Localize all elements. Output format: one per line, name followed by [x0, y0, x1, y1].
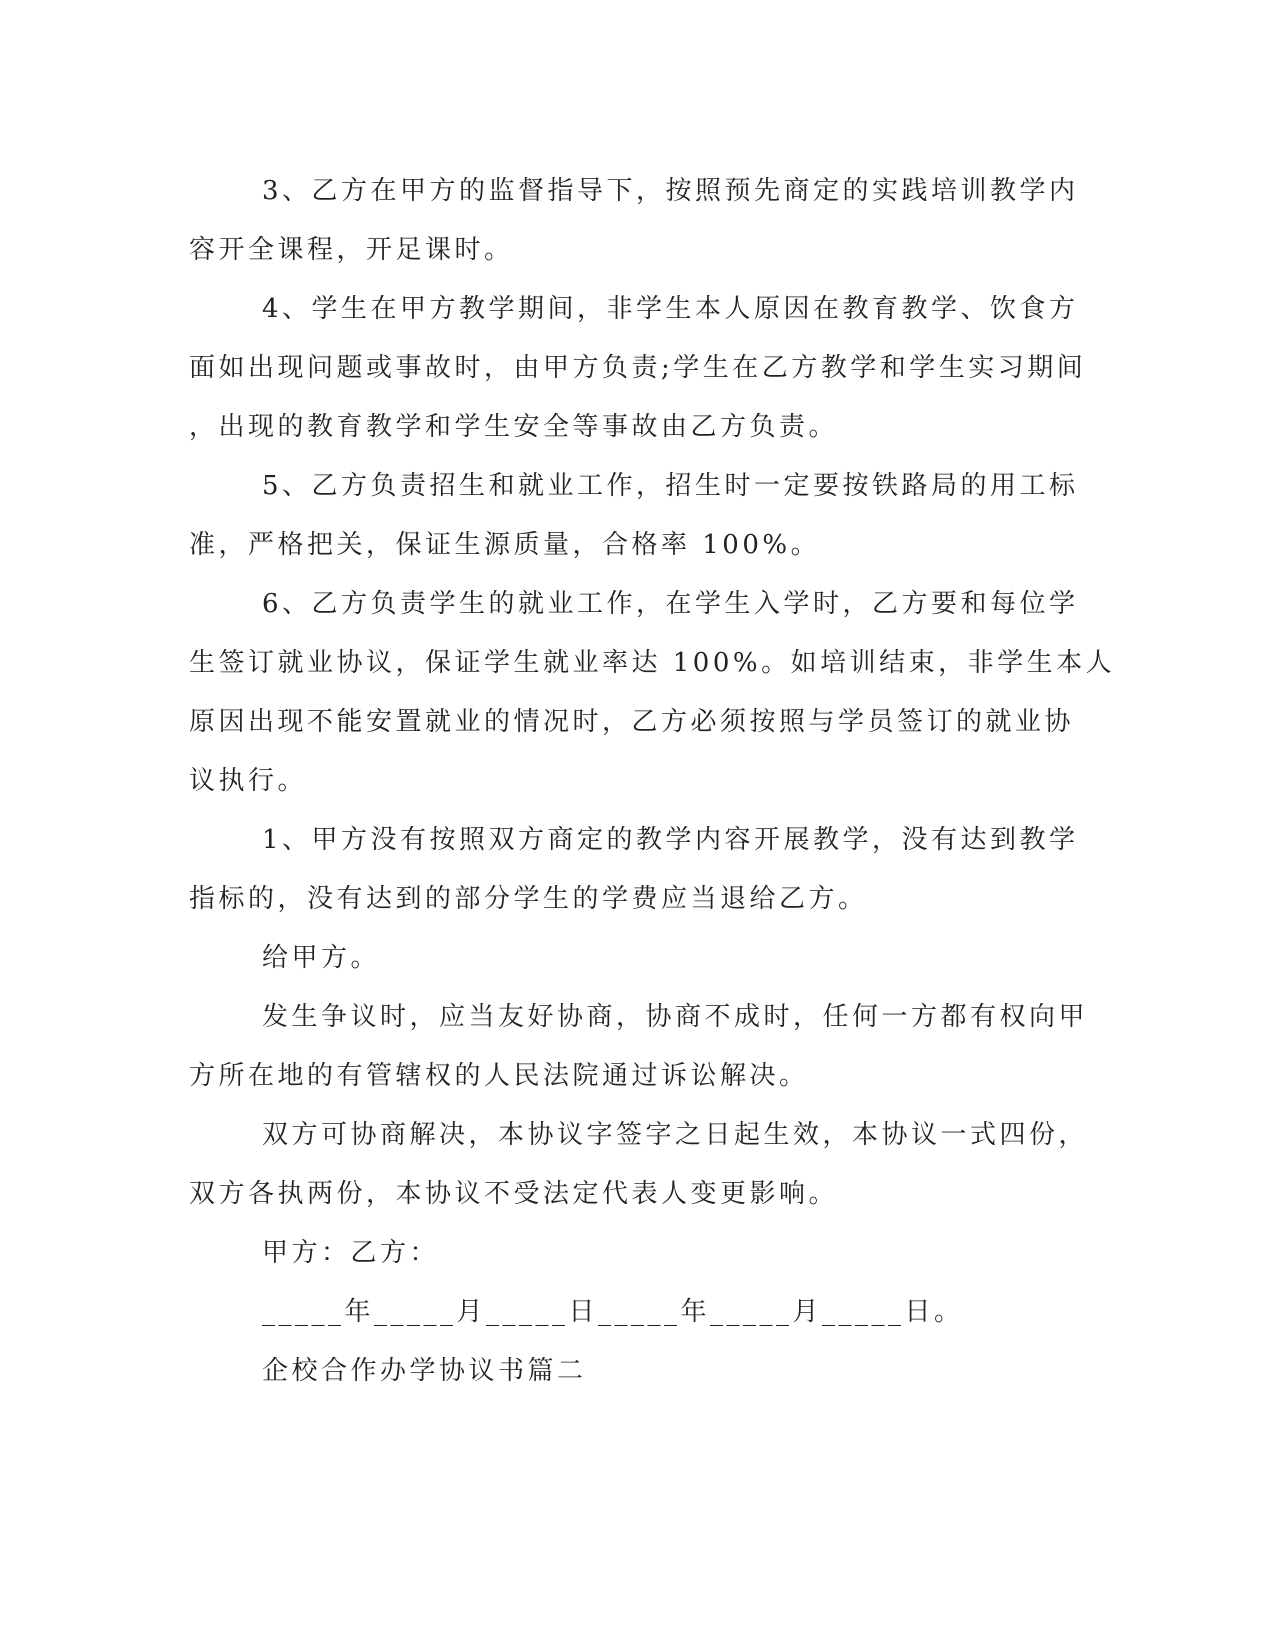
dispute-paragraph: [189, 988, 1089, 1106]
text-line: 生签订就业协议，保证学生就业率达 100%。如培训结束，非学生本人: [189, 648, 1116, 678]
clause-4-paragraph: [189, 280, 1087, 457]
text-line: 双方各执两份，本协议不受法定代表人变更影响。: [189, 1179, 839, 1209]
text-line: ，出现的教育教学和学生安全等事故由乙方负责。: [189, 412, 839, 442]
effect-paragraph: [189, 1106, 1089, 1224]
next-section-title: [189, 1342, 1069, 1401]
text-line: 双方可协商解决，本协议字签字之日起生效，本协议一式四份，: [262, 1120, 1089, 1150]
text-line: 给甲方。: [262, 943, 381, 973]
text-line: 议执行。: [189, 766, 308, 796]
text-line: 4、学生在甲方教学期间，非学生本人原因在教育教学、饮食方: [262, 294, 1079, 324]
text-line: 5、乙方负责招生和就业工作，招生时一定要按铁路局的用工标: [262, 471, 1079, 501]
text-line: 面如出现问题或事故时，由甲方负责;学生在乙方教学和学生实习期间: [189, 353, 1087, 383]
text-line: 容开全课程，开足课时。: [189, 235, 514, 265]
text-line: 3、乙方在甲方的监督指导下，按照预先商定的实践培训教学内: [262, 176, 1079, 206]
clause-3-paragraph: [189, 162, 1079, 280]
text-line: 6、乙方负责学生的就业工作，在学生入学时，乙方要和每位学: [262, 589, 1079, 619]
text-line: 方所在地的有管辖权的人民法院通过诉讼解决。: [189, 1061, 809, 1091]
text-line: 原因出现不能安置就业的情况时，乙方必须按照与学员签订的就业协: [189, 707, 1075, 737]
text-line: 企校合作办学协议书篇二: [262, 1356, 587, 1386]
text-line: 1、甲方没有按照双方商定的教学内容开展教学，没有达到教学: [262, 825, 1079, 855]
text-line: 指标的，没有达到的部分学生的学费应当退给乙方。: [189, 884, 868, 914]
text-line: 甲方：乙方：: [262, 1238, 440, 1268]
text-line: 发生争议时，应当友好协商，协商不成时，任何一方都有权向甲: [262, 1002, 1089, 1032]
text-line: _____年_____月_____日_____年_____月_____日。: [262, 1297, 964, 1327]
clause-6-paragraph: [189, 575, 1116, 811]
document-body: [189, 162, 1116, 1401]
text-line: 准，严格把关，保证生源质量，合格率 100%。: [189, 530, 821, 560]
clause-5-paragraph: [189, 457, 1079, 575]
date-blanks-line: [189, 1283, 1069, 1342]
to-party-a-paragraph: [189, 929, 1069, 988]
clause-1-paragraph: [189, 811, 1079, 929]
parties-signature-line: [189, 1224, 1069, 1283]
